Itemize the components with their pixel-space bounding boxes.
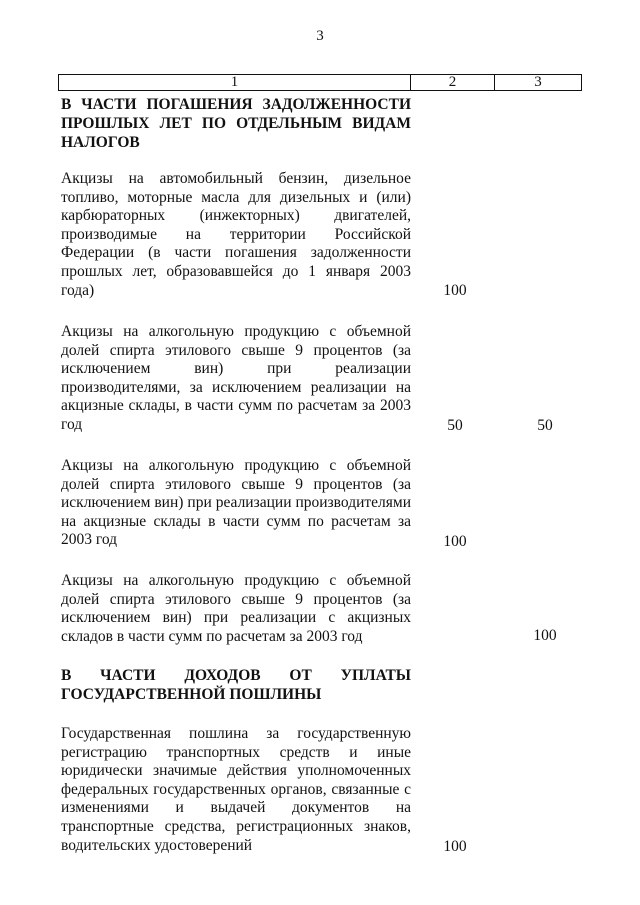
table-row-value-col3: 50 [537, 417, 553, 434]
table-row-text: Акцизы на алкогольную продукцию с объемной долей спирта этилового свыше 9 процентов (за исключением вин) при реализации производителями, за исключением реализации на акцизные склады, в части сумм по расчетам за 2003 год [61, 323, 411, 433]
page-number: 3 [316, 28, 324, 44]
table-row-text: Акцизы на алкогольную продукцию с объемной долей спирта этилового свыше 9 процентов (за исключением вин) при реализации с акцизных складов в части сумм по расчетам за 2003 год [61, 572, 411, 645]
section-title: В ЧАСТИ ПОГАШЕНИЯ ЗАДОЛЖЕННОСТИ ПРОШЛЫХ ЛЕТ ПО ОТДЕЛЬНЫМ ВИДАМ НАЛОГОВ [61, 96, 411, 151]
table-header-col3: 3 [534, 74, 542, 90]
table-row-text: Акцизы на автомобильный бензин, дизельное топливо, моторные масла для дизельных и (или) карбюраторных (инжекторных) двигателей, производимые на территории Российской Федерации (в части погашения задолженности прошлых лет, образовавшейся до 1 января 2003 года) [61, 170, 411, 299]
table-row-value-col2: 100 [443, 282, 467, 299]
table-header-col2: 2 [411, 75, 495, 90]
table-row-value-col2: 100 [443, 838, 467, 855]
table-row-value-col3: 100 [533, 627, 557, 644]
table-row-value-col2: 100 [443, 533, 467, 550]
table-header [58, 74, 582, 91]
table-row-text: Акцизы на алкогольную продукцию с объемной долей спирта этилового свыше 9 процентов (за исключением вин) при реализации производителями на акцизные склады в части сумм по расчетам за 2003 год [61, 457, 411, 549]
table-header-col1: 1 [59, 75, 411, 90]
table-row-value-col2: 50 [447, 417, 463, 434]
table-row-text: Государственная пошлина за государственную регистрацию транспортных средств и иные юридически значимые действия уполномоченных федеральных государственных органов, связанные с изменениями и выдачей документов на транспортные средства, регистрационных знаков, водительских удостоверений [61, 725, 411, 854]
section-title: В ЧАСТИ ДОХОДОВ ОТ УПЛАТЫ ГОСУДАРСТВЕННОЙ ПОШЛИНЫ [61, 667, 411, 703]
